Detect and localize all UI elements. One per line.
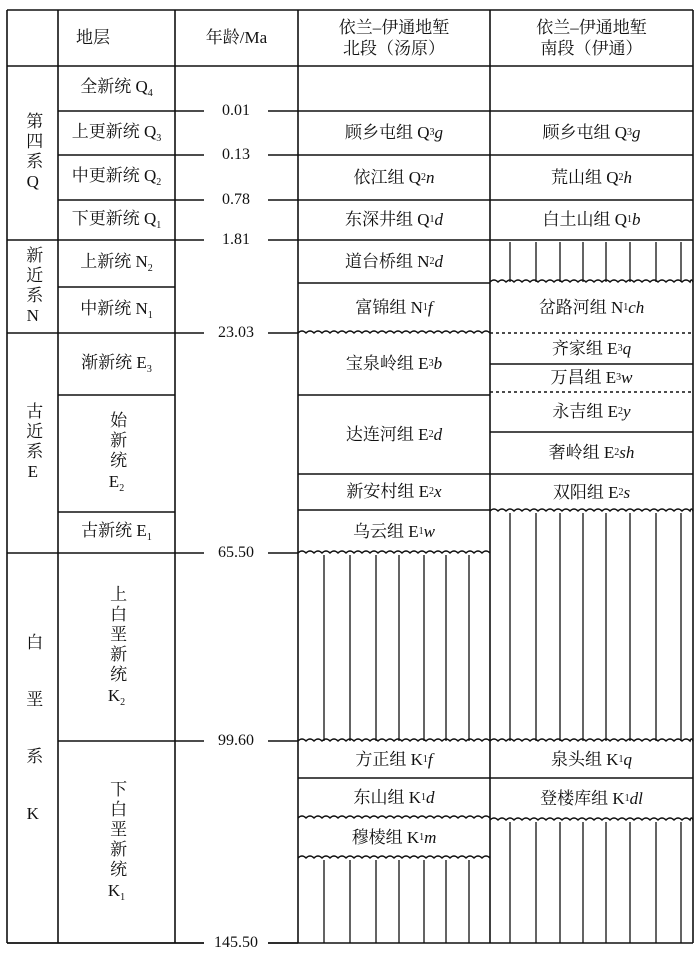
series-code [108, 880, 125, 905]
formation-name: 万昌组 [550, 368, 606, 388]
formation-code: d [426, 788, 435, 808]
series-subscript: 1 [147, 309, 153, 321]
south-formation [490, 200, 693, 240]
north-formation [298, 395, 490, 474]
south-formation [490, 155, 693, 200]
formation-letter: Q [606, 167, 619, 187]
formation-code: d [434, 210, 444, 230]
south-formation [490, 474, 693, 511]
north-formation [298, 741, 490, 778]
formation-subscript: 1 [624, 793, 630, 805]
formation-letter: N [410, 298, 423, 318]
series-letter: K [107, 880, 121, 900]
series-subscript: 2 [147, 263, 153, 275]
formation-subscript: 2 [614, 447, 620, 459]
series-label: 始新统 [107, 411, 127, 472]
formation-letter: E [418, 424, 429, 444]
formation-name: 穆棱组 [351, 828, 407, 848]
system-label: 白垩系K [23, 633, 43, 863]
header-south [490, 10, 693, 66]
formation-subscript: 2 [428, 428, 434, 440]
formation-name: 东深井组 [344, 210, 418, 230]
series-label: 下更新统 [71, 208, 144, 228]
formation-letter: E [607, 338, 618, 358]
formation-subscript: 1 [618, 753, 624, 765]
north-formation [298, 510, 490, 553]
south-formation [490, 432, 693, 474]
age-label: 0.78 [204, 192, 268, 208]
series-text [72, 166, 162, 189]
system-cell [7, 553, 58, 943]
series-letter: E [108, 472, 120, 492]
formation-code: sh [619, 443, 635, 463]
north-formation [298, 200, 490, 240]
formation-subscript: 3 [429, 127, 435, 139]
south-formation [490, 111, 693, 155]
series-text [80, 77, 153, 100]
header-age: 年龄/Ma [205, 28, 268, 48]
formation-letter: Q [417, 123, 430, 143]
formation-name: 东山组 [353, 788, 409, 808]
header-north-line2: 北段（汤原） [343, 39, 445, 58]
formation-code: b [632, 210, 641, 230]
system-label: 第四系Q [23, 112, 43, 194]
formation-name: 永吉组 [552, 402, 608, 422]
age-label: 145.50 [204, 935, 268, 951]
formation-letter: K [408, 788, 422, 808]
formation-code: d [433, 424, 443, 444]
series-subscript: 1 [120, 891, 126, 903]
formation-subscript: 2 [618, 171, 624, 183]
north-formation [298, 778, 490, 818]
age-label: 0.01 [204, 103, 268, 119]
formation-code: f [427, 749, 433, 769]
formation-name: 方正组 [355, 749, 411, 769]
series-cell [58, 395, 175, 512]
south-formation [490, 282, 693, 333]
formation-name: 依江组 [353, 167, 409, 187]
formation-subscript: 3 [627, 127, 633, 139]
series-letter: Q [143, 166, 157, 186]
formation-name: 顾乡屯组 [542, 123, 615, 143]
series-code [108, 685, 125, 710]
series-subscript: 3 [156, 132, 162, 144]
formation-subscript: 1 [421, 792, 427, 804]
formation-code: w [621, 368, 633, 388]
series-label: 渐新统 [81, 352, 137, 372]
age-label: 65.50 [204, 545, 268, 561]
formation-name: 双阳组 [552, 482, 609, 502]
series-subscript: 1 [146, 532, 152, 544]
series-code [109, 471, 124, 496]
formation-subscript: 2 [421, 171, 427, 183]
formation-letter: K [406, 828, 420, 848]
series-cell [58, 240, 175, 287]
series-label: 上更新统 [71, 121, 144, 141]
age-label: 99.60 [204, 733, 268, 749]
formation-code: ch [628, 297, 645, 317]
formation-code: f [427, 298, 433, 318]
header-south-line2: 南段（伊通） [540, 39, 643, 58]
series-cell [58, 741, 175, 943]
formation-code: m [424, 828, 437, 848]
system-label: 古近系E [23, 402, 43, 484]
formation-name: 登楼库组 [540, 789, 613, 809]
formation-code: q [622, 338, 632, 358]
formation-letter: Q [614, 210, 628, 230]
formation-subscript: 2 [429, 486, 435, 498]
formation-code: x [434, 482, 442, 502]
formation-letter: Q [408, 167, 422, 187]
formation-letter: E [607, 402, 619, 422]
series-cell [58, 553, 175, 741]
formation-letter: E [408, 521, 419, 541]
header-north-line1: 依兰–伊通地堑 [338, 17, 450, 37]
series-letter: E [136, 352, 147, 372]
formation-name: 顾乡屯组 [344, 123, 418, 143]
series-letter: N [135, 298, 148, 318]
north-formation [298, 155, 490, 200]
formation-subscript: 1 [418, 525, 424, 537]
south-formation [490, 364, 693, 392]
formation-subscript: 2 [618, 406, 624, 418]
formation-name: 荒山组 [550, 167, 607, 187]
south-formation [490, 778, 693, 820]
series-letter: Q [143, 121, 157, 141]
series-subscript: 2 [156, 177, 162, 189]
series-text [80, 299, 153, 322]
formation-code: y [623, 402, 631, 422]
north-formation [298, 111, 490, 155]
series-subscript: 2 [119, 483, 125, 495]
series-label: 古新统 [81, 521, 137, 541]
formation-name: 白土山组 [542, 210, 615, 230]
formation-name: 岔路河组 [538, 297, 611, 317]
series-cell [58, 155, 175, 200]
formation-subscript: 3 [616, 372, 622, 384]
formation-subscript: 1 [422, 753, 428, 765]
header-south-line1: 依兰–伊通地堑 [536, 17, 647, 37]
series-text [80, 252, 153, 275]
south-formation [490, 333, 693, 364]
formation-code: d [434, 251, 444, 271]
formation-letter: N [417, 251, 430, 271]
series-text [81, 353, 152, 376]
series-label: 全新统 [80, 77, 136, 97]
formation-letter: Q [614, 123, 628, 143]
formation-code: g [434, 123, 444, 143]
system-cell [7, 66, 58, 240]
header-north [298, 10, 490, 66]
series-cell [58, 111, 175, 155]
system-cell [7, 240, 58, 333]
series-cell [58, 512, 175, 553]
formation-letter: E [605, 368, 617, 388]
north-formation [298, 283, 490, 333]
series-subscript: 3 [146, 363, 152, 375]
formation-code: dl [629, 789, 643, 809]
formation-subscript: 1 [623, 301, 629, 313]
formation-name: 齐家组 [551, 338, 608, 358]
formation-subscript: 3 [617, 342, 623, 354]
formation-name: 道台桥组 [344, 251, 418, 271]
formation-code: q [623, 749, 633, 769]
series-label: 中更新统 [71, 166, 144, 186]
north-formation [298, 240, 490, 283]
formation-subscript: 2 [429, 255, 435, 267]
series-label: 下白垩新统 [107, 779, 127, 880]
series-cell [58, 333, 175, 395]
south-formation [490, 392, 693, 432]
formation-code: s [623, 482, 631, 502]
formation-letter: K [410, 749, 423, 769]
formation-subscript: 1 [429, 214, 435, 226]
series-label: 上新统 [80, 252, 136, 272]
formation-letter: E [603, 443, 615, 463]
series-cell [58, 66, 175, 111]
formation-code: g [632, 123, 641, 143]
formation-subscript: 1 [419, 832, 425, 844]
formation-letter: K [606, 749, 619, 769]
formation-code: w [423, 521, 435, 541]
series-cell [58, 200, 175, 240]
formation-name: 富锦组 [355, 298, 411, 318]
formation-code: b [433, 354, 443, 374]
formation-letter: E [418, 354, 429, 374]
formation-code: h [623, 167, 633, 187]
formation-name: 新安村组 [346, 482, 419, 502]
formation-letter: E [418, 482, 430, 502]
south-formation [490, 741, 693, 778]
series-letter: Q [135, 77, 148, 97]
formation-letter: K [612, 789, 625, 809]
series-label: 上白垩新统 [107, 584, 127, 685]
formation-letter: N [610, 297, 624, 317]
north-formation [298, 333, 490, 395]
header-stratum: 地层 [76, 28, 110, 48]
north-formation [298, 474, 490, 510]
formation-name: 宝泉岭组 [345, 354, 419, 374]
series-text [72, 122, 162, 145]
formation-code: n [426, 167, 435, 187]
series-letter: N [135, 252, 148, 272]
formation-name: 奢岭组 [548, 443, 604, 463]
formation-subscript: 1 [627, 214, 633, 226]
series-text [72, 209, 162, 232]
series-label: 中新统 [80, 298, 136, 318]
series-subscript: 4 [147, 88, 153, 100]
age-label: 0.13 [204, 147, 268, 163]
formation-name: 乌云组 [353, 521, 409, 541]
formation-subscript: 3 [428, 358, 434, 370]
system-label: 新近系N [23, 245, 43, 328]
series-cell [58, 287, 175, 333]
formation-subscript: 2 [618, 486, 624, 498]
series-letter: K [107, 685, 121, 705]
series-letter: Q [143, 208, 157, 228]
north-formation [298, 818, 490, 858]
age-label: 1.81 [204, 232, 268, 248]
series-letter: E [136, 521, 147, 541]
series-subscript: 1 [156, 219, 162, 231]
formation-letter: Q [417, 210, 430, 230]
formation-name: 泉头组 [550, 749, 607, 769]
formation-subscript: 1 [422, 302, 428, 314]
series-text [81, 521, 152, 544]
formation-letter: E [608, 482, 619, 502]
system-cell [7, 333, 58, 553]
series-subscript: 2 [120, 696, 126, 708]
age-label: 23.03 [204, 325, 268, 341]
formation-name: 达连河组 [345, 424, 419, 444]
